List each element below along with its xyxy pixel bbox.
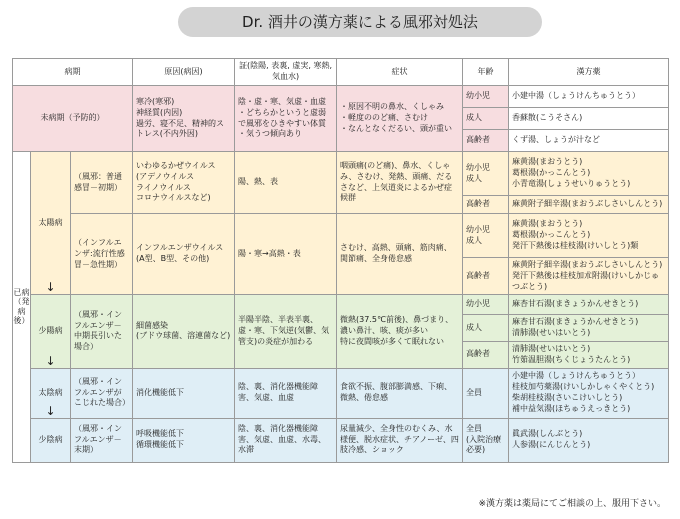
shoyo-kampo: 清肺湯(せいはいとう) 竹筎温胆湯(ちくじょうたんとう) <box>509 341 669 368</box>
taiyo2-age: 幼小児 成人 <box>463 214 509 258</box>
taiyo2-kampo: 麻黄附子細辛湯(まおうぶしさいしんとう) 発汗下熱後は桂枝加朮附湯(けいしかじゅつぶとう) <box>509 258 669 295</box>
header-period: 病期 <box>13 59 133 86</box>
header-age: 年齢 <box>463 59 509 86</box>
taiin-cause: 消化機能低下 <box>133 368 235 418</box>
stage-taiyo <box>31 152 71 295</box>
shoyo-kampo: 麻杏甘石湯(まきょうかんせきとう) 清肺湯(せいはいとう) <box>509 315 669 342</box>
shoyo-age: 高齢者 <box>463 341 509 368</box>
pre-cause: 寒冷(寒邪) 神経質(内因) 過労、寝不足、精神的ストレス(不内外因) <box>133 86 235 152</box>
taiyo2-cause: インフルエンザウイルス (A型、B型、その他) <box>133 214 235 295</box>
taiyo1-kampo: 麻黄湯(まおうとう) 葛根湯(かっこんとう) 小青竜湯(しょうせいりゅうとう) <box>509 152 669 196</box>
header-syndrome: 証(陰陽, 表裏, 虚実, 寒熱, 気血水) <box>235 59 337 86</box>
shoyo-syndrome: 半陽半陰、半表半裏、虚・寒、下気逆(気鬱、気管支)の炎症が加わる <box>235 295 337 368</box>
shoin-syndrome: 陰、裏、消化器機能障害、気虚、血虚、水毒、水滞 <box>235 418 337 462</box>
pre-age: 幼小児 <box>463 86 509 108</box>
header-kampo: 漢方薬 <box>509 59 669 86</box>
stage-taiyo-label: 太陽病 <box>38 217 63 227</box>
taiin-syndrome: 陰、裏、消化器機能障害、気虚、血虚 <box>235 368 337 418</box>
header-symptoms: 症状 <box>337 59 463 86</box>
pre-kampo: 小建中湯（しょうけんちゅうとう） <box>509 86 669 108</box>
shoin-age: 全員 (入院治療必要) <box>463 418 509 462</box>
shoyo-age: 成人 <box>463 315 509 342</box>
shoyo-age: 幼小児 <box>463 295 509 315</box>
taiyo2-period: （インフルエンザ:流行性感冒－急性期） <box>71 214 133 295</box>
taiyo2-age: 高齢者 <box>463 258 509 295</box>
footnote: ※漢方薬は薬局にてご相談の上、服用下さい。 <box>478 499 666 509</box>
shoyo-cause: 細菌感染 (ブドウ球菌、溶連菌など) <box>133 295 235 368</box>
taiyo1-age: 高齢者 <box>463 196 509 214</box>
taiin-symptoms: 食欲不振、腹部膨満感、下痢、微熱、倦怠感 <box>337 368 463 418</box>
taiyo1-age: 幼小児 成人 <box>463 152 509 196</box>
down-arrow-icon: ↓ <box>45 280 56 295</box>
pre-symptoms: ・原因不明の鼻水、くしゃみ ・軽度ののど痛、さむけ ・なんとなくだるい、頭が重い <box>337 86 463 152</box>
page-title: Dr. 酒井の漢方薬による風邪対処法 <box>178 7 542 37</box>
stage-shoyo <box>31 295 71 368</box>
stage-shoin: 少陰病 <box>31 418 71 462</box>
pre-age: 高齢者 <box>463 130 509 152</box>
stage-taiin-label: 太陰病 <box>38 387 63 397</box>
side-label: 已病（発病後） <box>13 152 31 463</box>
shoin-period: （風邪・インフルエンザ－末期） <box>71 418 133 462</box>
taiin-period: （風邪・インフルエンザがこじれた場合） <box>71 368 133 418</box>
pre-age: 成人 <box>463 108 509 130</box>
shoyo-kampo: 麻杏甘石湯(まきょうかんせきとう) <box>509 295 669 315</box>
pre-kampo: くず湯、しょうが汁など <box>509 130 669 152</box>
down-arrow-icon: ↓ <box>45 403 56 418</box>
taiyo1-kampo: 麻黄附子細辛湯(まおうぶしさいしんとう) <box>509 196 669 214</box>
kampo-table <box>12 58 669 463</box>
taiin-age: 全員 <box>463 368 509 418</box>
pre-syndrome: 陰・虚・寒、気虚・血虚 ・どちらかというと虚弱で風邪をひきやすい体質 ・気うつ傾向あり <box>235 86 337 152</box>
stage-shoyo-label: 少陽病 <box>38 326 63 336</box>
taiyo1-cause: いわゆるかぜウイルス (アデノウイルス ライノウイルス コロナウイルスなど) <box>133 152 235 214</box>
header-cause: 原因(病因) <box>133 59 235 86</box>
shoin-cause: 呼吸機能低下 循環機能低下 <box>133 418 235 462</box>
shoin-symptoms: 尿量減少、全身性のむくみ、水様便、脱水症状、チアノーゼ、四肢冷感、ショック <box>337 418 463 462</box>
pre-kampo: 香蘇散(こうそさん) <box>509 108 669 130</box>
taiyo1-syndrome: 陽、熱、表 <box>235 152 337 214</box>
shoyo-symptoms: 微熱(37.5℃前後)、鼻づまり、濃い鼻汁、咳、痰が多い 特に夜間咳が多くて眠れない <box>337 295 463 368</box>
taiyo1-symptoms: 咽頭痛(のど痛)、鼻水、くしゃみ、さむけ、発熱、頭痛、だるさなど、上気道炎によるかぜ症候群 <box>337 152 463 214</box>
down-arrow-icon: ↓ <box>45 353 56 368</box>
taiyo1-period: （風邪：普通感冒－初期） <box>71 152 133 214</box>
taiyo2-kampo: 麻黄湯(まおうとう) 葛根湯(かっこんとう) 発汗下熱後は桂枝湯(けいしとう)類 <box>509 214 669 258</box>
stage-taiin <box>31 368 71 418</box>
taiyo2-symptoms: さむけ、高熱、頭痛、筋肉痛、関節痛、全身倦怠感 <box>337 214 463 295</box>
taiin-kampo: 小建中湯（しょうけんちゅうとう） 桂枝加芍薬湯(けいしかしゃくやくとう) 柴胡桂枝湯(さいこけいしとう) 補中益気湯(ほちゅうえっきとう) <box>509 368 669 418</box>
pre-period: 未病期（予防的） <box>13 86 133 152</box>
taiyo2-syndrome: 陽・寒→高熱・表 <box>235 214 337 295</box>
shoyo-period: （風邪・インフルエンザ－中期長引いた場合） <box>71 295 133 368</box>
shoin-kampo: 眞武湯(しんぶとう) 人参湯(にんじんとう) <box>509 418 669 462</box>
